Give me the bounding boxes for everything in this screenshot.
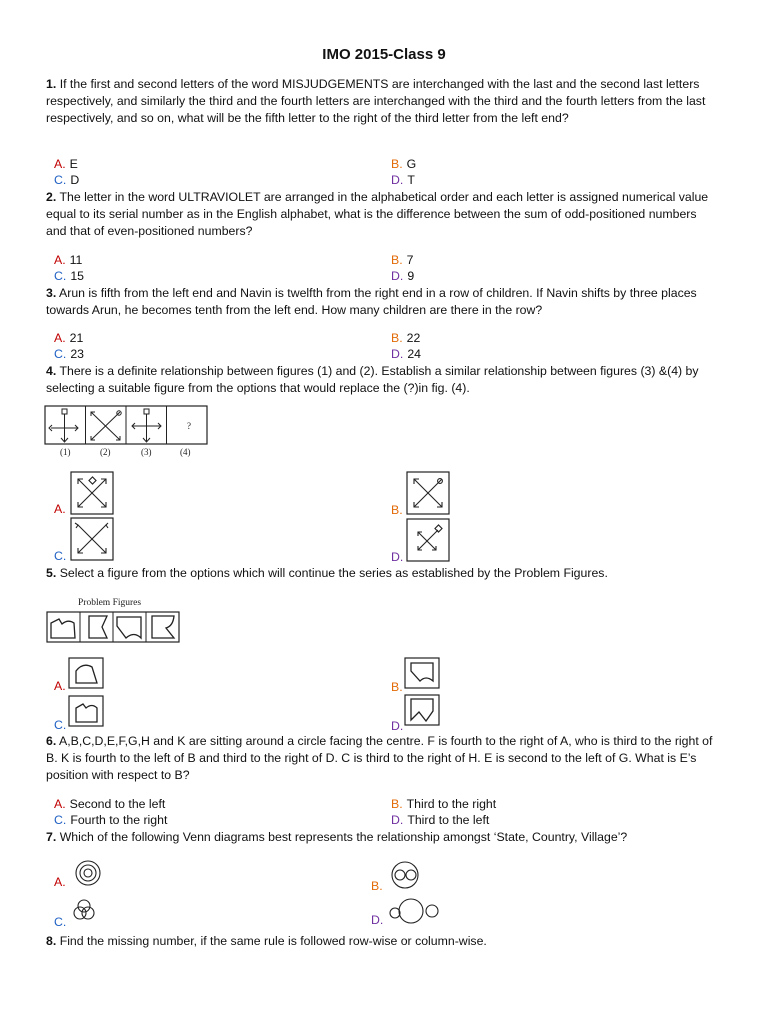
- option-label: B.: [391, 680, 403, 694]
- question-number: 8.: [46, 934, 57, 948]
- option-d[interactable]: [391, 172, 415, 188]
- question-text: Find the missing number, if the same rule is followed row-wise or column-wise.: [59, 934, 487, 948]
- option-a-figure[interactable]: [68, 657, 106, 691]
- option-c-venn[interactable]: [69, 897, 99, 925]
- question-2: [46, 189, 716, 240]
- option-d-venn[interactable]: [387, 896, 443, 928]
- question-number: 1.: [46, 77, 57, 91]
- option-b[interactable]: [371, 878, 387, 894]
- option-label: C.: [54, 813, 67, 827]
- question-number: 5.: [46, 566, 57, 580]
- question-5: [46, 565, 716, 582]
- question-text: If the first and second letters of the word MISJUDGEMENTS are interchanged with the last and the second last letters respectively, and similarly the third and the fourth letters are interchanged with the third and the fourth letters from the last respectively, and so on, what will be the fifth letter to the right of the third letter from the left end?: [46, 77, 706, 125]
- option-text: 7: [406, 253, 414, 267]
- option-label: D.: [371, 913, 384, 927]
- option-a[interactable]: [54, 330, 83, 346]
- option-c[interactable]: [54, 812, 167, 828]
- option-b-figure[interactable]: [404, 657, 442, 691]
- option-b[interactable]: [391, 330, 420, 346]
- option-b[interactable]: [391, 156, 416, 172]
- question-text: A,B,C,D,E,F,G,H and K are sitting around a circle facing the centre. F is fourth to the right of A, who is third to the right of B. K is fourth to the left of B and third to the right of D. C is third to the right of H. E is second to the left of G. What is E’s position with respect to B?: [46, 734, 713, 782]
- option-label: D.: [391, 173, 404, 187]
- option-text: 15: [70, 269, 84, 283]
- option-label: D.: [391, 347, 404, 361]
- option-d-figure[interactable]: [406, 518, 450, 562]
- option-label: A.: [54, 157, 66, 171]
- option-c[interactable]: [54, 548, 70, 564]
- option-label: C.: [54, 347, 67, 361]
- option-text: Second to the left: [69, 797, 166, 811]
- option-text: 22: [406, 331, 421, 345]
- option-text: G: [406, 157, 417, 171]
- option-a[interactable]: [54, 874, 70, 890]
- problem-figures-strip: [44, 404, 214, 458]
- question-number: 4.: [46, 364, 57, 378]
- option-d-figure[interactable]: [404, 694, 442, 728]
- option-label: B.: [391, 503, 403, 517]
- option-text: 21: [69, 331, 84, 345]
- option-label: A.: [54, 875, 66, 889]
- question-text: Which of the following Venn diagrams best represents the relationship amongst ‘State, Country, Village’?: [59, 830, 628, 844]
- option-b[interactable]: [391, 502, 407, 518]
- option-label: C.: [54, 718, 67, 732]
- question-text: The letter in the word ULTRAVIOLET are arranged in the alphabetical order and each letter is assigned numerical value equal to its serial number as in the English alphabet, what is the difference between the sum of odd-positioned numbers and that of even-positioned numbers?: [46, 190, 709, 238]
- option-label: D.: [391, 550, 404, 564]
- option-label: D.: [391, 719, 404, 733]
- option-c-figure[interactable]: [70, 517, 114, 561]
- option-text: Fourth to the right: [70, 813, 168, 827]
- option-label: B.: [391, 157, 403, 171]
- question-8: [46, 933, 716, 950]
- option-a-figure[interactable]: [70, 471, 114, 515]
- question-number: 2.: [46, 190, 57, 204]
- option-text: T: [407, 173, 415, 187]
- option-c[interactable]: [54, 346, 84, 362]
- option-label: C.: [54, 173, 67, 187]
- figure-caption: (3): [141, 447, 152, 457]
- page-title: IMO 2015-Class 9: [322, 46, 446, 63]
- option-text: 11: [69, 253, 83, 267]
- option-a-venn[interactable]: [72, 860, 106, 890]
- option-b[interactable]: [391, 252, 413, 268]
- option-c[interactable]: [54, 914, 70, 930]
- option-d[interactable]: [391, 549, 407, 565]
- question-number: 6.: [46, 734, 57, 748]
- option-label: A.: [54, 331, 66, 345]
- option-c[interactable]: [54, 172, 79, 188]
- question-number: 7.: [46, 830, 57, 844]
- question-7: [46, 829, 716, 846]
- option-a[interactable]: [54, 501, 70, 517]
- option-a[interactable]: [54, 156, 78, 172]
- question-1: [46, 76, 716, 127]
- option-d[interactable]: [391, 346, 421, 362]
- problem-figures-heading: Problem Figures: [78, 598, 142, 608]
- option-label: B.: [391, 253, 403, 267]
- option-a[interactable]: [54, 252, 82, 268]
- question-number: 3.: [46, 286, 57, 300]
- option-label: A.: [54, 253, 66, 267]
- option-label: C.: [54, 269, 67, 283]
- question-3: [46, 285, 716, 319]
- question-text: Select a figure from the options which will continue the series as established by the Problem Figures.: [59, 566, 608, 580]
- option-text: Third to the left: [407, 813, 490, 827]
- option-d[interactable]: [391, 812, 489, 828]
- option-b-venn[interactable]: [389, 861, 423, 891]
- option-label: A.: [54, 502, 66, 516]
- option-b[interactable]: [391, 796, 496, 812]
- option-label: A.: [54, 679, 66, 693]
- question-6: [46, 733, 716, 784]
- option-text: 24: [407, 347, 421, 361]
- question-mark: ?: [187, 421, 191, 431]
- option-d[interactable]: [391, 268, 414, 284]
- option-text: E: [69, 157, 78, 171]
- option-a[interactable]: [54, 796, 165, 812]
- option-c-figure[interactable]: [68, 695, 106, 729]
- question-4: [46, 363, 716, 397]
- option-label: D.: [391, 269, 404, 283]
- option-text: 23: [70, 347, 84, 361]
- figure-caption: (4): [180, 447, 191, 457]
- option-label: D.: [391, 813, 404, 827]
- option-d[interactable]: [371, 912, 387, 928]
- question-text: Arun is fifth from the left end and Navin is twelfth from the right end in a row of children. If Navin shifts by three places towards Arun, he becomes tenth from the left end. How many children are there in the row?: [46, 286, 697, 317]
- question-text: There is a definite relationship between figures (1) and (2). Establish a similar relationship between figures (3) &(4) by selecting a suitable figure from the options that would replace the (?)in fig. (4).: [46, 364, 699, 395]
- option-c[interactable]: [54, 268, 84, 284]
- option-text: Third to the right: [406, 797, 497, 811]
- option-label: C.: [54, 549, 67, 563]
- option-text: D: [70, 173, 80, 187]
- option-label: B.: [391, 797, 403, 811]
- option-label: B.: [371, 879, 383, 893]
- option-label: A.: [54, 797, 66, 811]
- option-text: 9: [407, 269, 415, 283]
- option-label: C.: [54, 915, 67, 929]
- option-label: B.: [391, 331, 403, 345]
- figure-caption: (2): [100, 447, 111, 457]
- figure-caption: (1): [60, 447, 71, 457]
- option-b-figure[interactable]: [406, 471, 450, 515]
- problem-figures-strip: [46, 611, 182, 645]
